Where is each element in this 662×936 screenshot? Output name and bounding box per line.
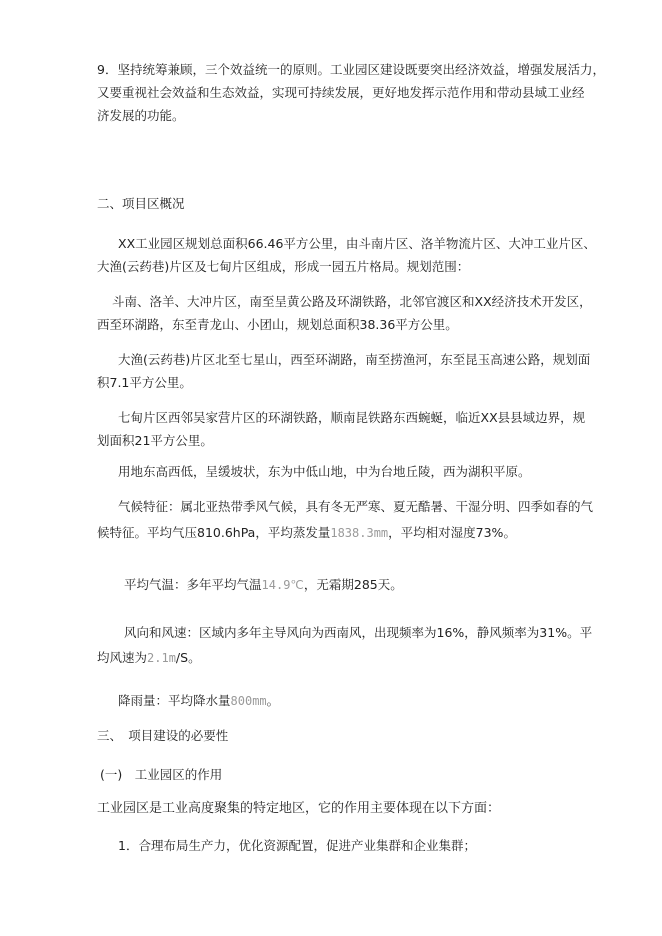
paragraph-area-line-2: 大渔(云药巷)片区及七甸片区组成，形成一园五片格局。规划范围： — [97, 259, 470, 274]
paragraph-climate-line-2 — [97, 521, 516, 545]
wind-text-c: /S。 — [175, 650, 201, 665]
subsection-heading-role: (一) 工业园区的作用 — [100, 767, 223, 782]
temperature-value: 14.9℃ — [261, 578, 304, 592]
wind-text-a: 均风速为 — [97, 650, 148, 665]
list-item-role-1: 1．合理布局生产力，优化资源配置，促进产业集群和企业集群； — [118, 838, 476, 853]
paragraph-wind-line-1: 风向和风速：区域内多年主导风向为西南风，出现频率为16%，静风频率为31%。平 — [124, 625, 593, 640]
climate-text-c: ，平均相对湿度73%。 — [388, 525, 516, 540]
paragraph-dounan-line-2: 西至环湖路，东至青龙山、小团山，规划总面积38.36平方公里。 — [97, 317, 458, 332]
paragraph-qidian-line-1: 七甸片区西邻吴家营片区的环湖铁路，顺南昆铁路东西蜿蜒，临近XX县县域边界，规 — [118, 410, 586, 425]
paragraph-principle-line-3: 济发展的功能。 — [97, 108, 185, 123]
wind-speed-value: 2.1m — [147, 651, 176, 665]
climate-text-a: 候特征。平均气压810.6hPa，平均蒸发量 — [97, 525, 331, 540]
paragraph-wind-line-2 — [97, 646, 201, 670]
rainfall-rest: 。 — [266, 693, 280, 708]
evaporation-value: 1838.3mm — [330, 526, 389, 540]
paragraph-principle-line-2: 又要重视社会效益和生态效益，实现可持续发展，更好地发挥示范作用和带动县域工业经 — [97, 85, 585, 100]
section-heading-overview: 二、项目区概况 — [97, 196, 185, 211]
section-heading-necessity: 三、 项目建设的必要性 — [97, 728, 229, 743]
paragraph-principle-line-1: 9．坚持统筹兼顾，三个效益统一的原则。工业园区建设既要突出经济效益，增强发展活力， — [97, 62, 605, 77]
rainfall-value: 800mm — [230, 694, 267, 708]
paragraph-climate-line-1: 气候特征：属北亚热带季风气候，具有冬无严寒、夏无酷暑、干湿分明、四季如春的气 — [118, 499, 594, 514]
paragraph-rainfall — [118, 689, 279, 713]
paragraph-area-line-1: XX工业园区规划总面积66.46平方公里，由斗南片区、洛羊物流片区、大冲工业片区、 — [118, 236, 596, 251]
paragraph-dayu-line-1: 大渔(云药巷)片区北至七星山，西至环湖路，南至捞渔河，东至昆玉高速公路，规划面 — [118, 352, 591, 367]
paragraph-role-intro: 工业园区是工业高度聚集的特定地区，它的作用主要体现在以下方面： — [97, 801, 501, 816]
rainfall-label: 降雨量：平均降水量 — [118, 693, 231, 708]
paragraph-dounan-line-1: 斗南、洛羊、大冲片区，南至呈黄公路及环湖铁路，北邻官渡区和XX经济技术开发区， — [112, 294, 592, 309]
paragraph-terrain: 用地东高西低，呈缓坡状，东为中低山地，中为台地丘陵，西为湖积平原。 — [118, 464, 531, 479]
temperature-rest: ，无霜期285天。 — [303, 577, 403, 592]
paragraph-qidian-line-2: 划面积21平方公里。 — [97, 433, 213, 448]
paragraph-temperature — [124, 573, 403, 597]
paragraph-dayu-line-2: 积7.1平方公里。 — [97, 375, 192, 390]
temperature-label: 平均气温：多年平均气温 — [124, 577, 262, 592]
